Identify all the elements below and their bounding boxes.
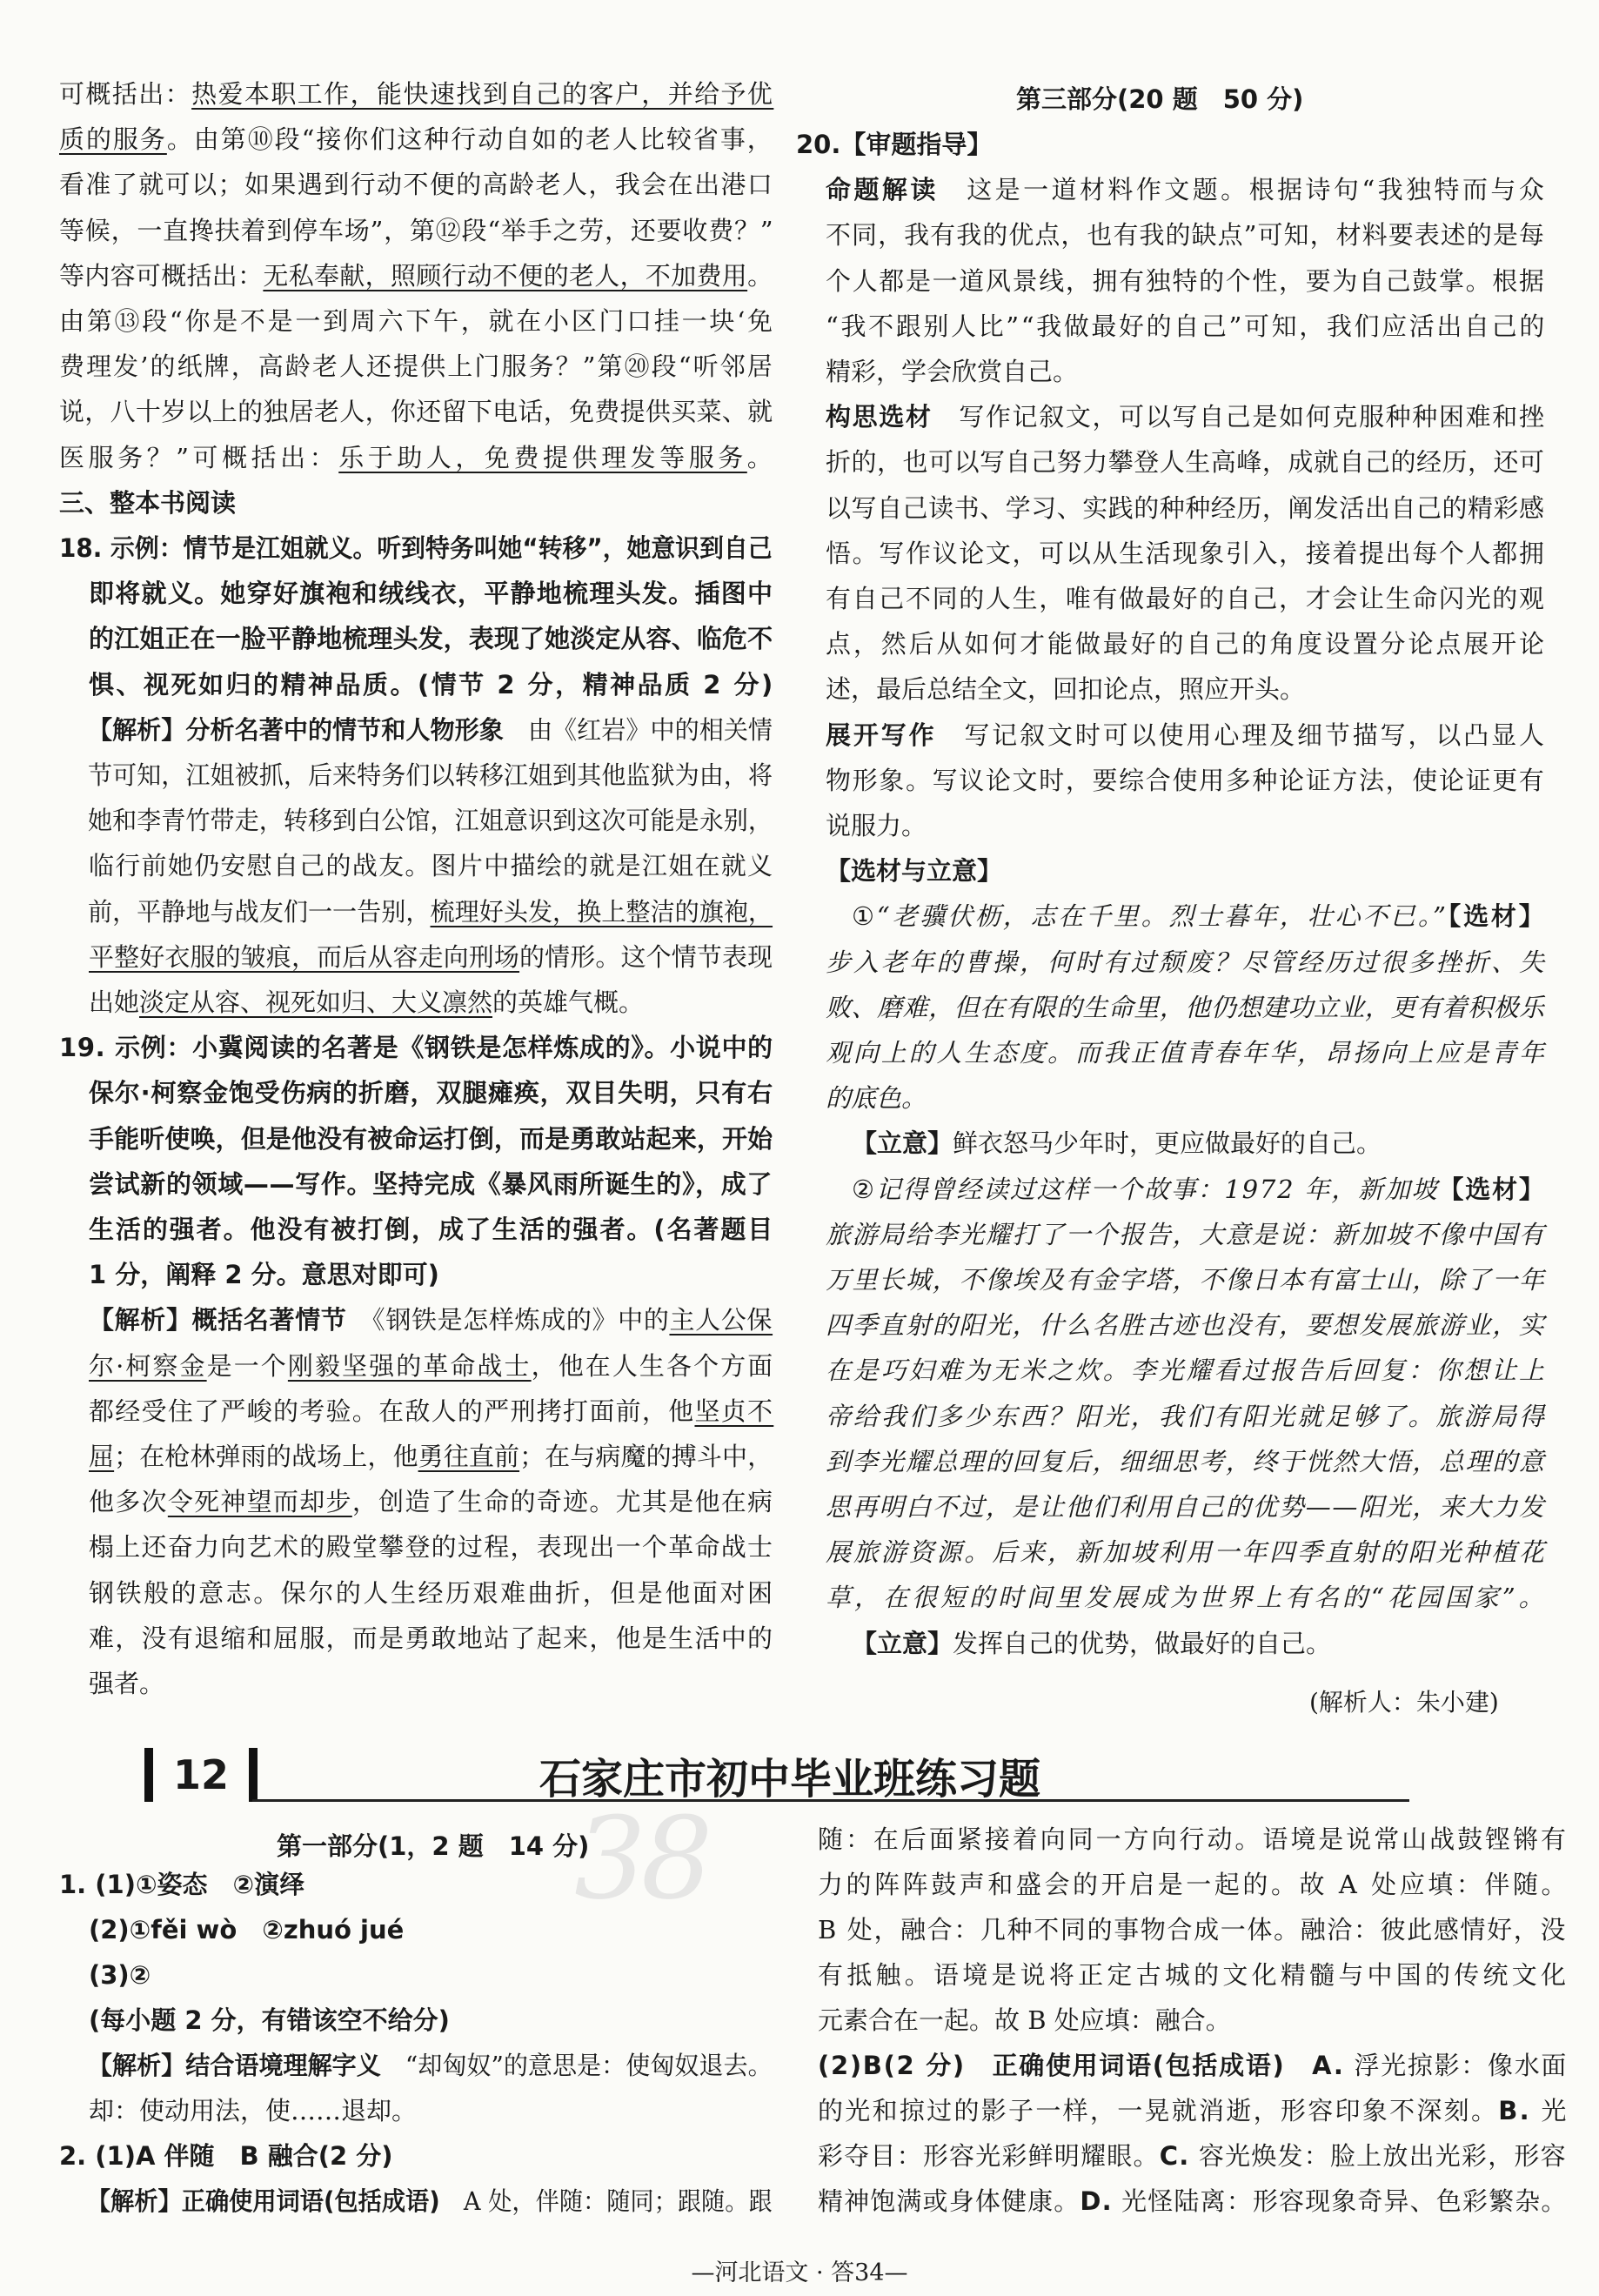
text-run: 的底色。 [826,1083,927,1114]
text-run: 坚贞不 [694,1396,774,1426]
text-run: 的情形。这个情节表现 [519,941,773,972]
text-line [796,1212,1546,1257]
text-run: 【选材与立意】 [826,856,1003,887]
section-title: 石家庄市初中毕业班练习题 [539,1755,1041,1804]
text-line [59,662,775,707]
text-line [796,439,1545,485]
text-run: 有抵触。语境是说将正定古城的文化精髓与中国的传统文化 [818,1960,1570,1990]
text-run: 刚毅坚强的革命战士 [287,1350,532,1381]
text-run: 。由第⑩段“接你们这种行动自如的老人比较省事， [166,124,774,155]
text-run: “老骥伏枥，志在千里。烈士暮年，壮心不已。” [876,901,1448,932]
text-run: 临行前她仍安慰自己的战友。图片中描绘的就是江姐在就义 [89,851,774,881]
text-run: ① [852,901,877,932]
text-run: 四季直射的阳光，什么名胜古迹也没有，要想发展旅游业，实 [826,1310,1546,1341]
text-run: 到李光耀总理的回复后，细细思考，终于恍然大悟，总理的意 [826,1446,1546,1476]
text-run: 即将就义。她穿好旗袍和绒线衣，平静地梳理头发。插图中 [89,579,774,609]
text-line [796,1439,1546,1484]
text-line [59,889,773,934]
lower-left-column [59,1862,773,2245]
text-run: 草，在很短的时间里发展成为世界上有名的“花园国家”。 [826,1583,1548,1613]
text-line [796,1302,1546,1348]
text-line [59,1479,773,1524]
text-line [796,1075,927,1121]
part-one-heading: 第一部分(1，2 题 14 分) [277,1831,590,1861]
text-run: ② [852,1174,876,1204]
text-run: (2)B(2 分) 正确使用词语(包括成语) A. [818,2051,1345,2080]
text-line [59,1952,151,1998]
text-line [59,2088,417,2133]
text-run: 钢铁般的意志。保尔的人生经历艰难曲折，但是他面对困 [89,1577,775,1608]
text-run: 败、磨难，但在有限的生命里，他仍想建功立业，更有着积极乐 [826,992,1545,1022]
text-line [818,1907,1567,1952]
text-run: 彩夺目：形容光彩鲜明耀眼。 [818,2141,1160,2171]
text-run: 2. (1)A 伴随 B 融合(2 分) [59,2141,393,2171]
section-number-badge: 12 [144,1748,258,1802]
text-run: 万里长城，不像埃及有金字塔，不像日本有富士山，除了一年 [826,1265,1546,1295]
text-line [59,843,773,888]
text-line [796,1348,1547,1393]
text-line [796,1394,1547,1439]
text-line [59,980,644,1025]
text-line [818,1817,1569,1862]
text-run: 质的服务 [59,124,167,155]
text-run: ，他在人生各个方面 [531,1350,775,1381]
text-run: 1. (1)①姿态 ②演绎 [59,1870,305,1899]
text-run: 写记叙文时可以使用心理及细节描写，以凸显人 [936,720,1547,750]
text-run: 淡定从容、视死如归、大义凛然 [139,987,493,1017]
upper-left-column [59,71,777,1724]
analyst-credit: (解析人：朱小建) [1309,1688,1499,1717]
text-run: 乐于助人，免费提供理发等服务 [338,442,747,472]
text-run: 光怪陆离：形容现象奇异、色彩繁杂。 [1112,2186,1568,2216]
text-line [59,1207,774,1252]
text-run: 生活的强者。他没有被打倒，成了生活的强者。(名著题目 [89,1215,775,1244]
text-line [796,258,1546,304]
text-run: 难，没有退缩和屈服，而是勇敢地站了起来，他是生活中的 [89,1623,774,1653]
text-line [796,576,1546,621]
text-line [59,753,773,798]
text-run: 【立意】 [852,1628,953,1658]
text-run: 的光和掠过的影子一样，一晃就消逝，形容印象不深刻。 [818,2096,1499,2125]
text-line [59,2043,773,2088]
text-run: 他多次 [89,1487,168,1517]
text-run: 精神饱满或身体健康。 [818,2186,1080,2216]
text-run: 个人都是一道风景线，拥有独特的个性，要为自己鼓掌。根据 [826,265,1546,296]
text-run: 思再明白不过，是让他们利用自己的优势——阳光，来大力发 [826,1492,1546,1522]
text-run: 无私奉献，照顾行动不便的老人，不加费用 [263,260,748,291]
text-run: 光 [1530,2096,1569,2125]
text-run: 记得曾经读过这样一个故事：1972 年，新加坡 [875,1174,1439,1204]
text-run: 等候，一直搀扶着到停车场”，第⑫段“举手之劳，还要收费？” [59,215,774,245]
text-run: 等内容可概括出： [59,260,264,291]
text-run: 的江姐正在一脸平静地梳理头发，表现了她淡定从容、临危不 [89,624,773,654]
text-run: 却：使动用法，使……退却。 [89,2096,418,2125]
text-run: 随：在后面紧接着向同一方向行动。语境是说常山战鼓铿锵有 [818,1824,1569,1854]
text-line [796,349,1078,394]
text-run: 19. 示例：小冀阅读的名著是《钢铁是怎样炼成的》。小说中的 [59,1033,773,1063]
text-run: (2)①fěi wò ②zhuó jué [89,1915,405,1945]
text-line [59,798,773,843]
text-run: 都经受住了严峻的考验。在敌人的严刑拷打面前，他 [89,1396,695,1426]
text-line [796,394,1546,439]
text-run: 《钢铁是怎样炼成的》中的 [346,1305,670,1335]
text-line [59,1661,164,1706]
text-line [59,571,773,616]
text-run: 悟。写作议论文，可以从生活现象引入，接着提出每个人都拥 [826,538,1546,568]
text-line [796,894,1547,939]
text-run: 这是一道材料作文题。根据诗句“我独特而与众 [938,175,1548,205]
text-run: 写作记叙文，可以写自己是如何克服种种困难和挫 [932,402,1546,432]
text-run: 【解析】结合语境理解字义 [87,2051,381,2080]
text-run: 她和李青竹带走，转移到白公馆，江姐意识到这次可能是永别， [87,806,773,836]
text-run: 旅游局给李光耀打了一个报告，大意是说：新加坡不像中国有 [826,1219,1546,1249]
text-line [59,1434,773,1479]
text-run: 物形象。写议论文时，要综合使用多种论证方法，使论证更有 [826,765,1546,795]
text-line [818,1952,1569,1998]
text-line [59,1070,773,1115]
text-line [59,117,774,162]
text-run: 尔·柯察金 [89,1350,207,1381]
text-run: 【解析】正确使用词语(包括成语) [86,2186,440,2216]
text-line [59,1570,775,1616]
text-run: 鲜衣怒马少年时，更应做最好的自己。 [953,1128,1382,1159]
text-line [796,713,1547,758]
text-run: 强者。 [89,1669,165,1698]
text-run: 不同，我有我的优点，也有我的缺点”可知，材料要表述的是每 [826,220,1545,251]
text-run: 【解析】概括名著情节 [89,1305,347,1335]
text-run: 【选材】 [1448,901,1547,932]
text-line [59,344,774,389]
text-line [59,616,773,661]
text-run: 说，八十岁以上的独居老人，你还留下电话，免费提供买菜、就 [59,397,773,427]
text-line [59,1524,773,1570]
text-line [818,2043,1568,2088]
text-line [59,525,773,571]
text-run: 力的阵阵鼓声和盛会的开启是一起的。故 A 处应填：伴随。 [818,1870,1570,1899]
text-run: 发挥自己的优势，做最好的自己。 [953,1628,1332,1658]
text-line [59,1998,450,2043]
text-run: 18. 示例：情节是江姐就义。听到特务叫她“转移”，她意识到自己 [59,533,773,563]
text-line [59,435,776,480]
text-line [59,2133,393,2179]
text-run: C. [1159,2141,1190,2171]
text-line [59,1389,773,1434]
text-line [59,71,773,117]
text-run: 手能听使唤，但是他没有被命运打倒，而是勇敢站起来，开始 [89,1123,773,1154]
text-run: 由《红岩》中的相关情 [503,714,773,745]
text-run: 令死神望而却步 [167,1487,352,1517]
text-run: 元素合在一起。故 B 处应填：融合。 [818,2005,1231,2035]
anniversary-watermark: 38 [574,1792,708,1924]
text-line [796,304,1547,349]
text-line [59,480,236,525]
text-line [59,1343,774,1389]
text-line [818,1998,1231,2043]
text-run: 有自己不同的人生，唯有做最好的自己，才会让生命闪光的观 [826,584,1546,613]
text-line [59,1907,404,1952]
text-line [796,212,1545,258]
upper-right-column [796,122,1548,1688]
text-run: (每小题 2 分，有错该空不给分) [89,2005,450,2035]
text-run: ；在与病魔的搏斗中， [519,1442,773,1471]
text-run: 平整好衣服的皱痕，而后从容走向刑场 [89,941,520,972]
text-run: 勇往直前 [418,1442,520,1471]
text-run: 前，平静地与战友们一一告别， [87,896,431,927]
text-line [796,1484,1546,1530]
text-line [59,1161,773,1207]
text-run: 【解析】分析名著中的情节和人物形象 [87,714,504,745]
text-run: 惧、视死如归的精神品质。(情节 2 分，精神品质 2 分) [89,669,775,700]
text-run: 保尔·柯察金饱受伤病的折磨，双腿瘫痪，双目失明，只有右 [89,1078,773,1108]
text-line [59,1116,773,1161]
text-run: 医服务？”可概括出： [59,442,339,472]
text-line [796,1621,1331,1666]
text-run: 折的，也可以写自己努力攀登人生高峰，成就自己的经历，还可 [826,447,1545,478]
text-run: 容光焕发：脸上放出光彩，形容 [1189,2141,1567,2171]
text-line [59,253,773,298]
text-run: 20.【审题指导】 [796,130,993,159]
text-run: 1 分，阐释 2 分。意思对即可) [89,1260,439,1290]
part-three-heading: 第三部分(20 题 50 分) [1016,84,1304,114]
text-run: D. [1080,2186,1113,2216]
text-run: 节可知，江姐被抓，后来特务们以转移江姐到其他监狱为由，将 [87,760,773,790]
text-run: 点，然后从如何才能做最好的自己的角度设置分论点展开论 [826,629,1547,659]
text-run: 费理发’的纸牌，高龄老人还提供上门服务？”第⑳段“听邻居 [59,351,774,382]
text-line [796,1167,1546,1212]
text-line [59,208,773,253]
text-run: 观向上的人生态度。而我正值青春年华，昂扬向上应是青年 [826,1038,1547,1068]
text-line [59,1616,773,1661]
text-run: 榻上还奋力向艺术的殿堂攀登的过程，表现出一个革命战士 [89,1532,774,1563]
text-line [796,485,1545,531]
text-line [796,621,1547,666]
text-line [59,2179,773,2224]
text-run: 【选材】 [1438,1174,1546,1204]
text-line [59,1252,439,1297]
text-line [796,1530,1547,1575]
text-run: 尝试新的领域——写作。坚持完成《暴风雨所诞生的》，成了 [89,1168,773,1199]
text-run: 帝给我们多少东西？阳光，我们有阳光就足够了。旅游局得 [826,1401,1547,1431]
text-run: 展开写作 [826,720,937,750]
text-run: 热爱本职工作，能快速找到自己的客户，并给予优 [191,79,774,109]
text-run: 【立意】 [852,1128,953,1159]
text-run: 命题解读 [826,175,939,205]
text-run: 浮光掠影：像水面 [1344,2051,1569,2080]
text-line [818,1862,1569,1907]
text-run: 是一个 [206,1350,288,1381]
text-run: B. [1498,2096,1531,2125]
text-run: A 处，伴随：随同；跟随。跟 [439,2186,773,2216]
text-line [818,2133,1567,2179]
text-line [796,758,1546,803]
text-line [818,2179,1568,2224]
text-line [59,1862,304,1907]
text-line [59,1297,773,1342]
text-run: ；在枪林弹雨的战场上，他 [114,1442,418,1471]
text-line [796,167,1547,212]
text-run: 述，最后总结全文，回扣论点，照应开头。 [826,674,1306,705]
text-line [796,531,1546,576]
text-run: (3)② [89,1960,151,1990]
text-line [59,707,773,753]
text-run: 的英雄气概。 [492,987,645,1017]
text-run: 屈 [89,1442,115,1471]
text-run: 构思选材 [826,402,933,432]
text-line [796,940,1547,985]
text-line [796,985,1545,1030]
text-run: 看准了就可以；如果遇到行动不便的高龄老人，我会在出港口 [59,170,774,200]
text-line [796,1030,1547,1075]
text-run: 展旅游资源。后来，新加坡利用一年四季直射的阳光种植花 [826,1537,1547,1568]
text-run: ，创造了生命的奇迹。尤其是他在病 [351,1487,774,1517]
text-line [796,1257,1546,1302]
text-run: 由第⑬段“你是不是一到周六下午，就在小区门口挂一块‘免 [59,306,775,336]
text-run: 主人公保 [669,1305,773,1335]
text-run: 梳理好头发，换上整洁的旗袍， [430,896,773,927]
text-run: 在是巧妇难为无米之炊。李光耀看过报告后回复：你想让上 [826,1356,1547,1386]
text-line [59,298,775,344]
text-run: 可概括出： [59,79,192,109]
text-line [796,666,1305,712]
text-run: 三、整本书阅读 [59,487,237,518]
text-run: 以写自己读书、学习、实践的种种经历，阐发活出自己的精彩感 [826,492,1545,523]
text-run: 步入老年的曹操，何时有过颓废？尽管经历过很多挫折、失 [826,947,1547,977]
text-line [796,1121,1382,1166]
text-run: 。 [746,442,777,472]
text-line [818,2088,1569,2133]
lower-right-column [818,1817,1570,2252]
text-run: B 处，融合：几种不同的事物合成一体。融洽：彼此感情好，没 [818,1915,1568,1945]
text-run: 出她 [89,987,140,1017]
text-line [59,162,773,207]
text-line [796,122,992,167]
text-line [59,934,773,980]
text-line [796,803,927,848]
text-run: 。 [747,260,773,291]
page-footer: —河北语文 · 答34— [691,2259,908,2286]
text-line [59,389,773,434]
text-run: 说服力。 [826,811,927,840]
text-run: 精彩，学会欣赏自己。 [826,357,1079,386]
text-run: “我不跟别人比”“我做最好的自己”可知，我们应活出自己的 [826,311,1547,341]
text-run: “却匈奴”的意思是：使匈奴退去。 [380,2051,773,2080]
text-line [796,848,1002,894]
text-line [59,1025,773,1070]
text-line [796,1575,1548,1620]
